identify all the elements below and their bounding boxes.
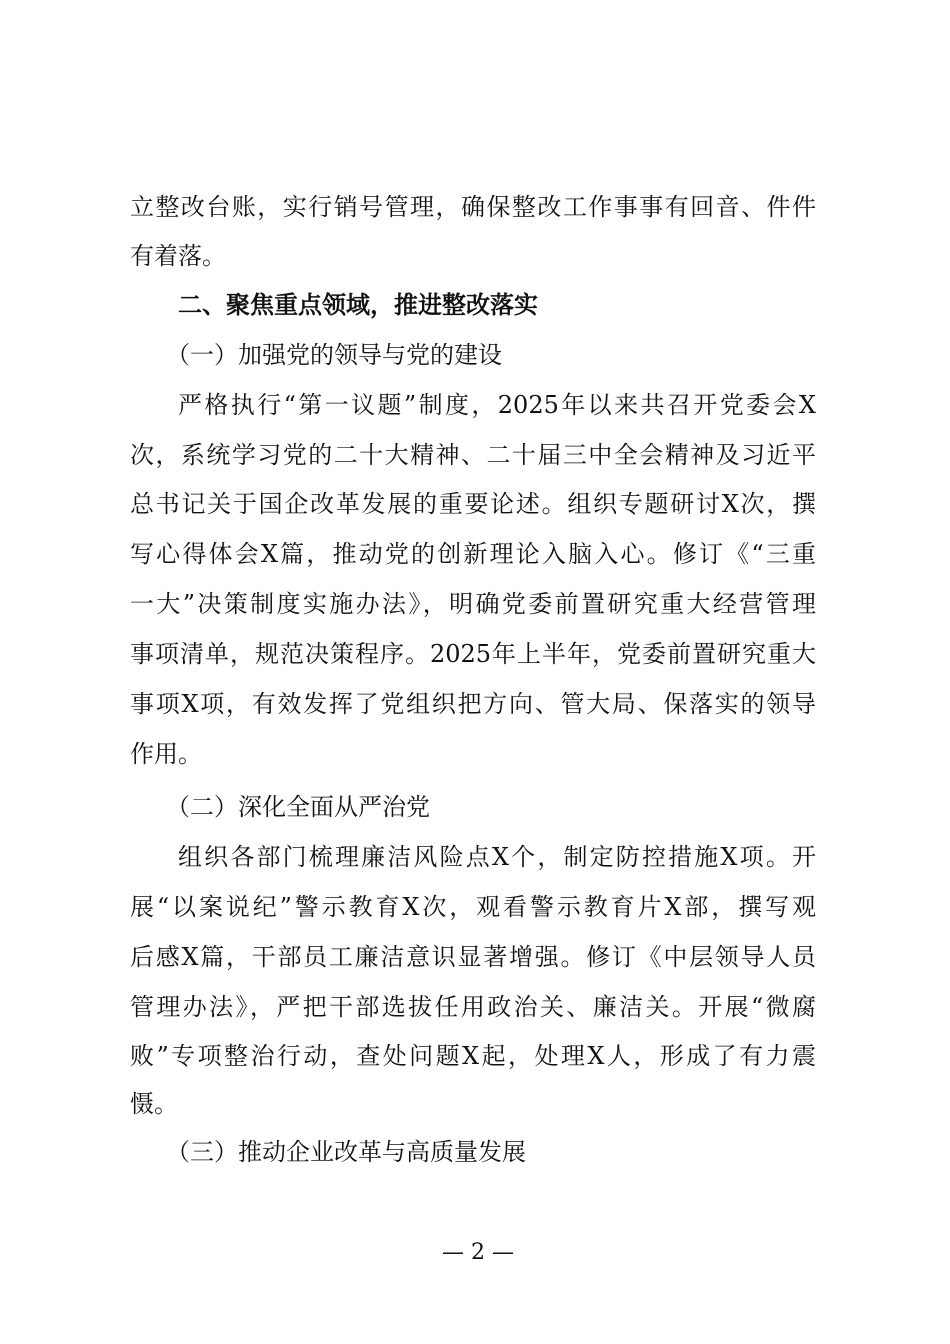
paragraph-line: 管理办法》，严把干部选拔任用政治关、廉洁关。开展“微腐 [130,993,816,1021]
paragraph-line: 展“以案说纪”警示教育X次，观看警示教育片X部，撰写观 [130,893,816,921]
subsection-heading: （一）加强党的领导与党的建设 [166,341,502,369]
paragraph-line: 后感X篇，干部员工廉洁意识显著增强。修订《中层领导人员 [130,943,816,971]
paragraph-line: 败”专项整治行动，查处问题X起，处理X人，形成了有力震 [130,1042,816,1070]
paragraph-line: 严格执行“第一议题”制度，2025年以来共召开党委会X [178,391,816,419]
paragraph-line: 作用。 [130,740,202,768]
paragraph-line: 事项清单，规范决策程序。2025年上半年，党委前置研究重大 [130,640,816,668]
subsection-heading: （二）深化全面从严治党 [166,793,430,821]
section-heading: 二、聚焦重点领域，推进整改落实 [178,291,538,319]
paragraph-line: 立整改台账，实行销号管理，确保整改工作事事有回音、件件 [130,193,816,221]
paragraph-line: 慑。 [130,1090,178,1118]
paragraph-line: 一大”决策制度实施办法》，明确党委前置研究重大经营管理 [130,590,816,618]
paragraph-line: 有着落。 [130,242,226,270]
subsection-heading: （三）推动企业改革与高质量发展 [166,1138,526,1166]
page-number: — 2 — [442,1240,514,1265]
paragraph-line: 总书记关于国企改革发展的重要论述。组织专题研讨X次，撰 [130,490,816,518]
paragraph-line: 事项X项，有效发挥了党组织把方向、管大局、保落实的领导 [130,690,816,718]
paragraph-line: 写心得体会X篇，推动党的创新理论入脑入心。修订《“三重 [130,540,816,568]
paragraph-line: 组织各部门梳理廉洁风险点X个，制定防控措施X项。开 [178,843,816,871]
paragraph-line: 次，系统学习党的二十大精神、二十届三中全会精神及习近平 [130,441,816,469]
